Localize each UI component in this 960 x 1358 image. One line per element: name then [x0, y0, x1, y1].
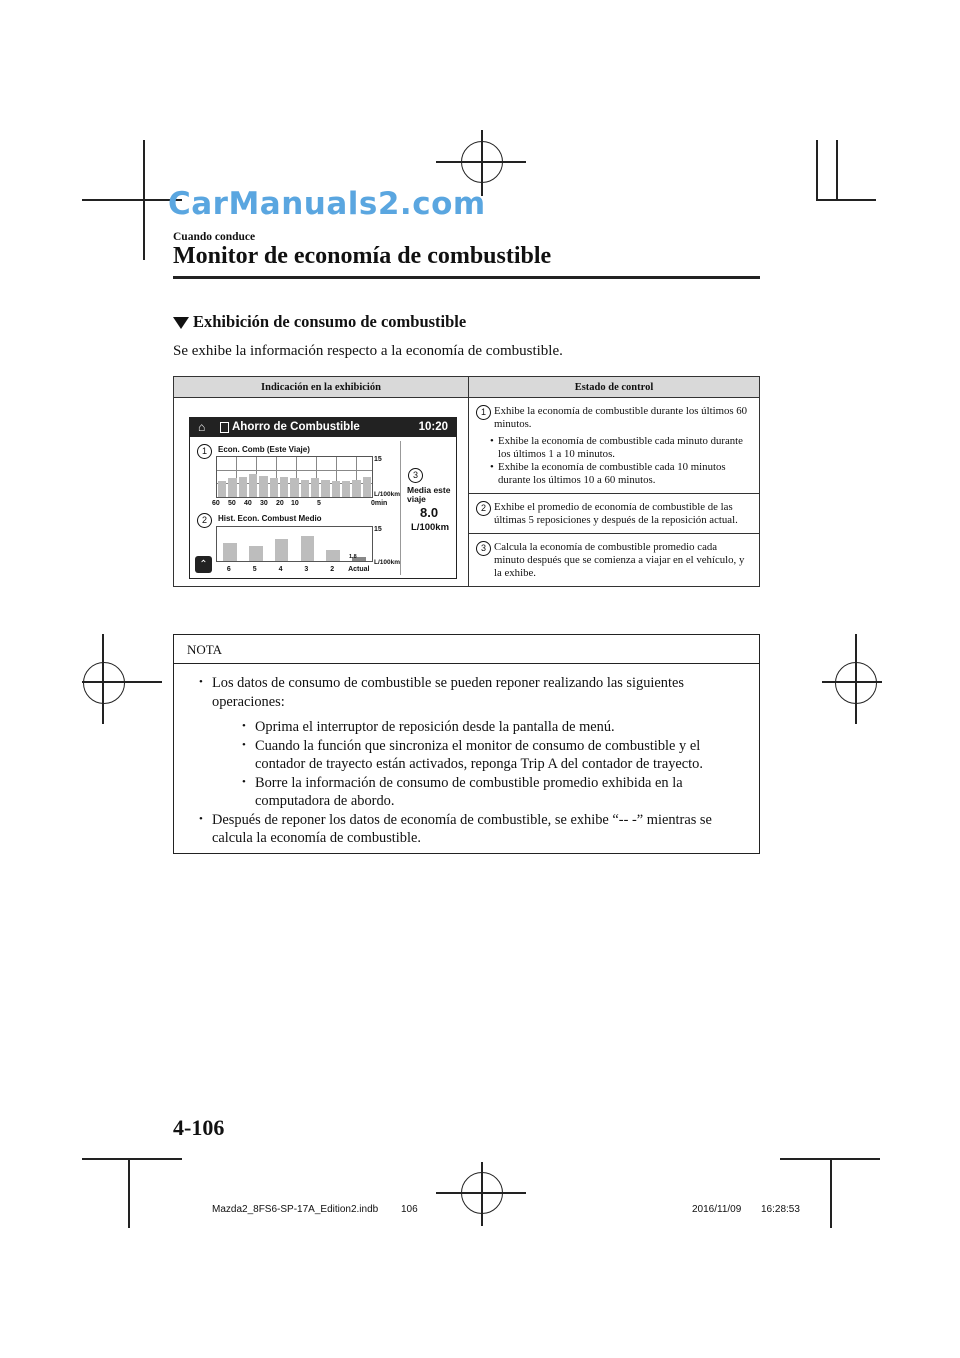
history-unit-label: L/100km	[374, 559, 401, 566]
crop-mark	[830, 1158, 832, 1228]
screen-header	[190, 418, 456, 437]
econ-chart-area	[216, 456, 373, 498]
current-small-value: 1.8	[349, 554, 357, 560]
table-header-control: Estado de control	[469, 377, 760, 398]
econ-bar	[290, 478, 298, 497]
list-item: • Borre la información de consumo de combustible promedio exhibida en la computadora de abordo.	[230, 774, 737, 811]
row-description	[470, 535, 758, 585]
table-header-display: Indicación en la exhibición	[174, 377, 469, 398]
back-button[interactable]	[195, 556, 212, 573]
econ-bar	[280, 477, 288, 497]
max-label: 15	[374, 456, 382, 463]
econ-bar	[311, 478, 319, 497]
minute-tick: 50	[228, 500, 236, 507]
chevron-up-icon: ⌃	[199, 559, 208, 570]
fuel-economy-screen	[189, 417, 457, 579]
crop-mark	[82, 199, 182, 201]
title-rule	[173, 276, 760, 279]
list-item	[187, 674, 747, 811]
table-row	[174, 398, 760, 494]
row-text: Calcula la economía de combustible promedio cada minuto después que se comienza a viajar en el vehículo, y la exhibe.	[494, 541, 745, 579]
screen-title: Ahorro de Combustible	[232, 421, 360, 433]
watermark-logo: CarManuals2.com	[168, 186, 486, 222]
crop-mark	[780, 1158, 880, 1160]
avg-value: 8.0	[420, 505, 439, 520]
econ-bar	[239, 477, 247, 497]
list-item: • Exhibe la economía de combustible cada minuto durante los últimos 1 a 10 minutos.	[492, 435, 752, 461]
minute-tick: 20	[276, 500, 284, 507]
history-tick: 4	[278, 566, 283, 573]
screen-clock: 10:20	[418, 421, 448, 433]
note-item-text: Los datos de consumo de combustible se pueden reponer realizando las siguientes operaciones:	[212, 675, 684, 710]
history-bar	[249, 546, 263, 561]
triangle-down-icon	[173, 317, 189, 329]
intro-text: Se exhibe la información respecto a la economía de combustible.	[173, 343, 563, 359]
crop-mark	[816, 140, 818, 200]
control-cell	[469, 398, 760, 494]
econ-bar	[332, 481, 340, 497]
grid-line	[217, 470, 372, 471]
history-bar	[326, 550, 340, 561]
zero-label: 0min	[371, 500, 388, 507]
control-cell	[469, 534, 760, 587]
footer-page: 106	[401, 1204, 418, 1215]
row-description	[470, 399, 758, 492]
econ-bar	[301, 480, 309, 497]
history-tick: 5	[252, 566, 257, 573]
row-text: Exhibe la economía de combustible durante los últimos 60 minutos.	[494, 405, 748, 430]
minute-tick: 60	[212, 500, 220, 507]
econ-bar	[218, 481, 226, 497]
econ-bar	[228, 478, 236, 497]
row-number: 1	[476, 405, 491, 420]
control-table	[173, 376, 760, 587]
avg-label-line2: viaje	[407, 494, 426, 504]
minute-tick: 5	[317, 500, 321, 507]
home-icon: ⌂	[198, 420, 206, 434]
note-heading: NOTA	[174, 635, 759, 664]
subsection-title: Exhibición de consumo de combustible	[193, 312, 467, 331]
minute-tick: 30	[260, 500, 268, 507]
footer-time: 16:28:53	[761, 1204, 800, 1215]
registration-mark	[835, 662, 877, 704]
crop-mark	[82, 1158, 182, 1160]
screen-divider	[400, 441, 401, 575]
history-bar	[223, 543, 237, 561]
econ-bar	[321, 480, 329, 497]
registration-mark	[461, 141, 503, 183]
footer-file: Mazda2_8FS6-SP-17A_Edition2.indb	[212, 1204, 379, 1215]
display-cell	[174, 398, 469, 587]
crop-mark	[816, 199, 876, 201]
history-tick: 2	[330, 566, 335, 573]
econ-label: Econ. Comb (Este Viaje)	[218, 445, 310, 454]
row-text: Exhibe el promedio de economía de combustible de las últimas 5 reposiciones y después de la reposición actual.	[494, 501, 738, 526]
note-sublist	[212, 718, 747, 811]
history-bar	[275, 539, 289, 561]
crop-mark	[836, 140, 838, 200]
note-list	[174, 664, 759, 848]
minute-tick: 10	[291, 500, 299, 507]
econ-bar	[270, 478, 278, 497]
crop-mark	[128, 1158, 130, 1228]
history-bar	[301, 536, 315, 561]
footer-date: 2016/11/09	[692, 1204, 742, 1215]
document-icon	[220, 422, 229, 433]
history-max-label: 15	[374, 526, 382, 533]
marker-1: 1	[197, 444, 212, 459]
marker-3: 3	[408, 468, 423, 483]
minute-tick: 40	[244, 500, 252, 507]
registration-mark	[461, 1172, 503, 1214]
subsection-heading	[173, 312, 466, 332]
row-description	[470, 495, 758, 532]
unit-label: L/100km	[374, 491, 401, 498]
list-item: • Exhibe la economía de combustible cada 10 minutos durante los últimos 10 a 60 minutos.	[492, 461, 752, 487]
section-label: Cuando conduce	[173, 231, 256, 243]
row-number: 2	[476, 501, 491, 516]
history-tick: Actual	[348, 566, 370, 573]
history-label: Hist. Econ. Combust Medio	[218, 514, 322, 523]
list-item: • Después de reponer los datos de economía de combustible, se exhibe “-- -” mientras se calcula la economía de combustible.	[187, 811, 747, 848]
control-cell	[469, 494, 760, 534]
econ-bar	[352, 480, 360, 497]
marker-2: 2	[197, 513, 212, 528]
row-number: 3	[476, 541, 491, 556]
econ-bar	[249, 474, 257, 497]
econ-bar	[259, 476, 267, 497]
history-tick: 3	[304, 566, 309, 573]
history-tick: 6	[226, 566, 231, 573]
page-number: 4-106	[173, 1115, 225, 1140]
econ-bar	[342, 481, 350, 497]
avg-label-line1: Media este	[407, 485, 451, 495]
list-item: • Cuando la función que sincroniza el monitor de consumo de combustible y el contador de trayecto están activados, reponga Trip A del contador de trayecto.	[230, 737, 737, 774]
econ-bar	[363, 477, 371, 497]
avg-unit: L/100km	[411, 522, 450, 533]
list-item: • Oprima el interruptor de reposición desde la pantalla de menú.	[230, 718, 737, 737]
table-header-row	[174, 377, 760, 398]
note-box	[173, 634, 760, 854]
page-title: Monitor de economía de combustible	[173, 243, 552, 269]
registration-mark	[83, 662, 125, 704]
row-bullets	[476, 435, 752, 487]
